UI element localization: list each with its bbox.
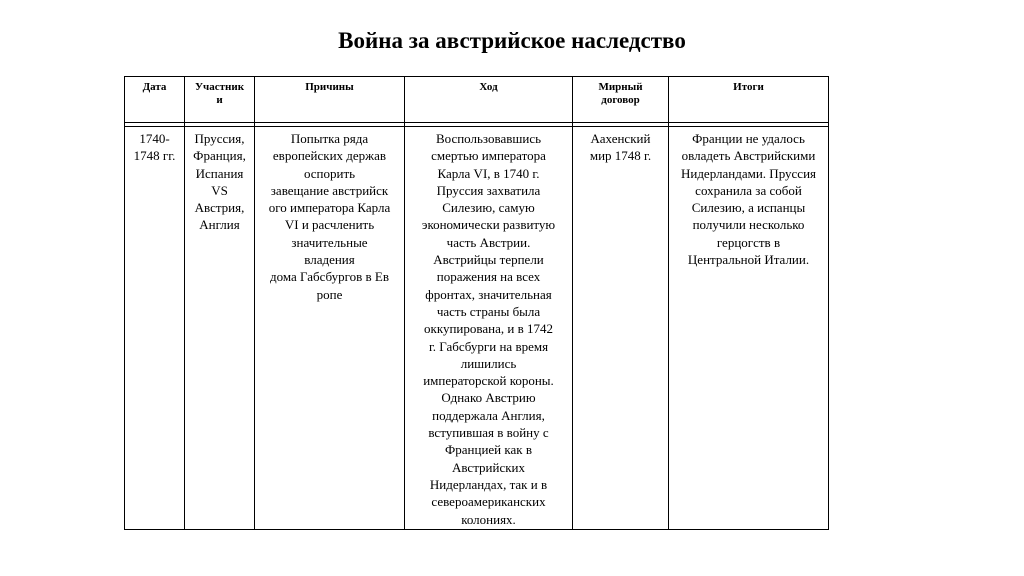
header-date: Дата bbox=[125, 77, 185, 123]
header-participants: Участник и bbox=[185, 77, 255, 123]
header-causes: Причины bbox=[255, 77, 405, 123]
cell-treaty: Аахенский мир 1748 г. bbox=[573, 127, 669, 530]
table-header-row bbox=[125, 77, 829, 123]
slide-title: Война за австрийское наследство bbox=[338, 28, 686, 53]
history-table bbox=[124, 76, 828, 530]
cell-results: Франции не удалось овладеть Австрийскими Нидерландами. Пруссия сохранила за собой Силезию, а испанцы получили несколько герцогств в Центральной Италии. bbox=[669, 127, 829, 530]
table-row bbox=[125, 127, 829, 530]
header-course: Ход bbox=[405, 77, 573, 123]
header-treaty: Мирный договор bbox=[573, 77, 669, 123]
cell-date: 1740- 1748 гг. bbox=[125, 127, 185, 530]
header-results: Итоги bbox=[669, 77, 829, 123]
cell-participants: Пруссия, Франция, Испания VS Австрия, Англия bbox=[185, 127, 255, 530]
cell-causes: Попытка ряда европейских держав оспорить завещание австрийск ого императора Карла VI и расчленить значительные владения дома Габсбургов в Ев ропе bbox=[255, 127, 405, 530]
cell-course: Воспользовавшись смертью императора Карла VI, в 1740 г. Пруссия захватила Силезию, самую экономически развитую часть Австрии. Австрийцы терпели поражения на всех фронтах, значительная часть страны была оккупирована, и в 1742 г. Габсбурги на время лишились императорской короны. Однако Австрию поддержала Англия, вступившая в войну с Францией как в Австрийских Нидерландах, так и в североамериканских колониях. bbox=[405, 127, 573, 530]
